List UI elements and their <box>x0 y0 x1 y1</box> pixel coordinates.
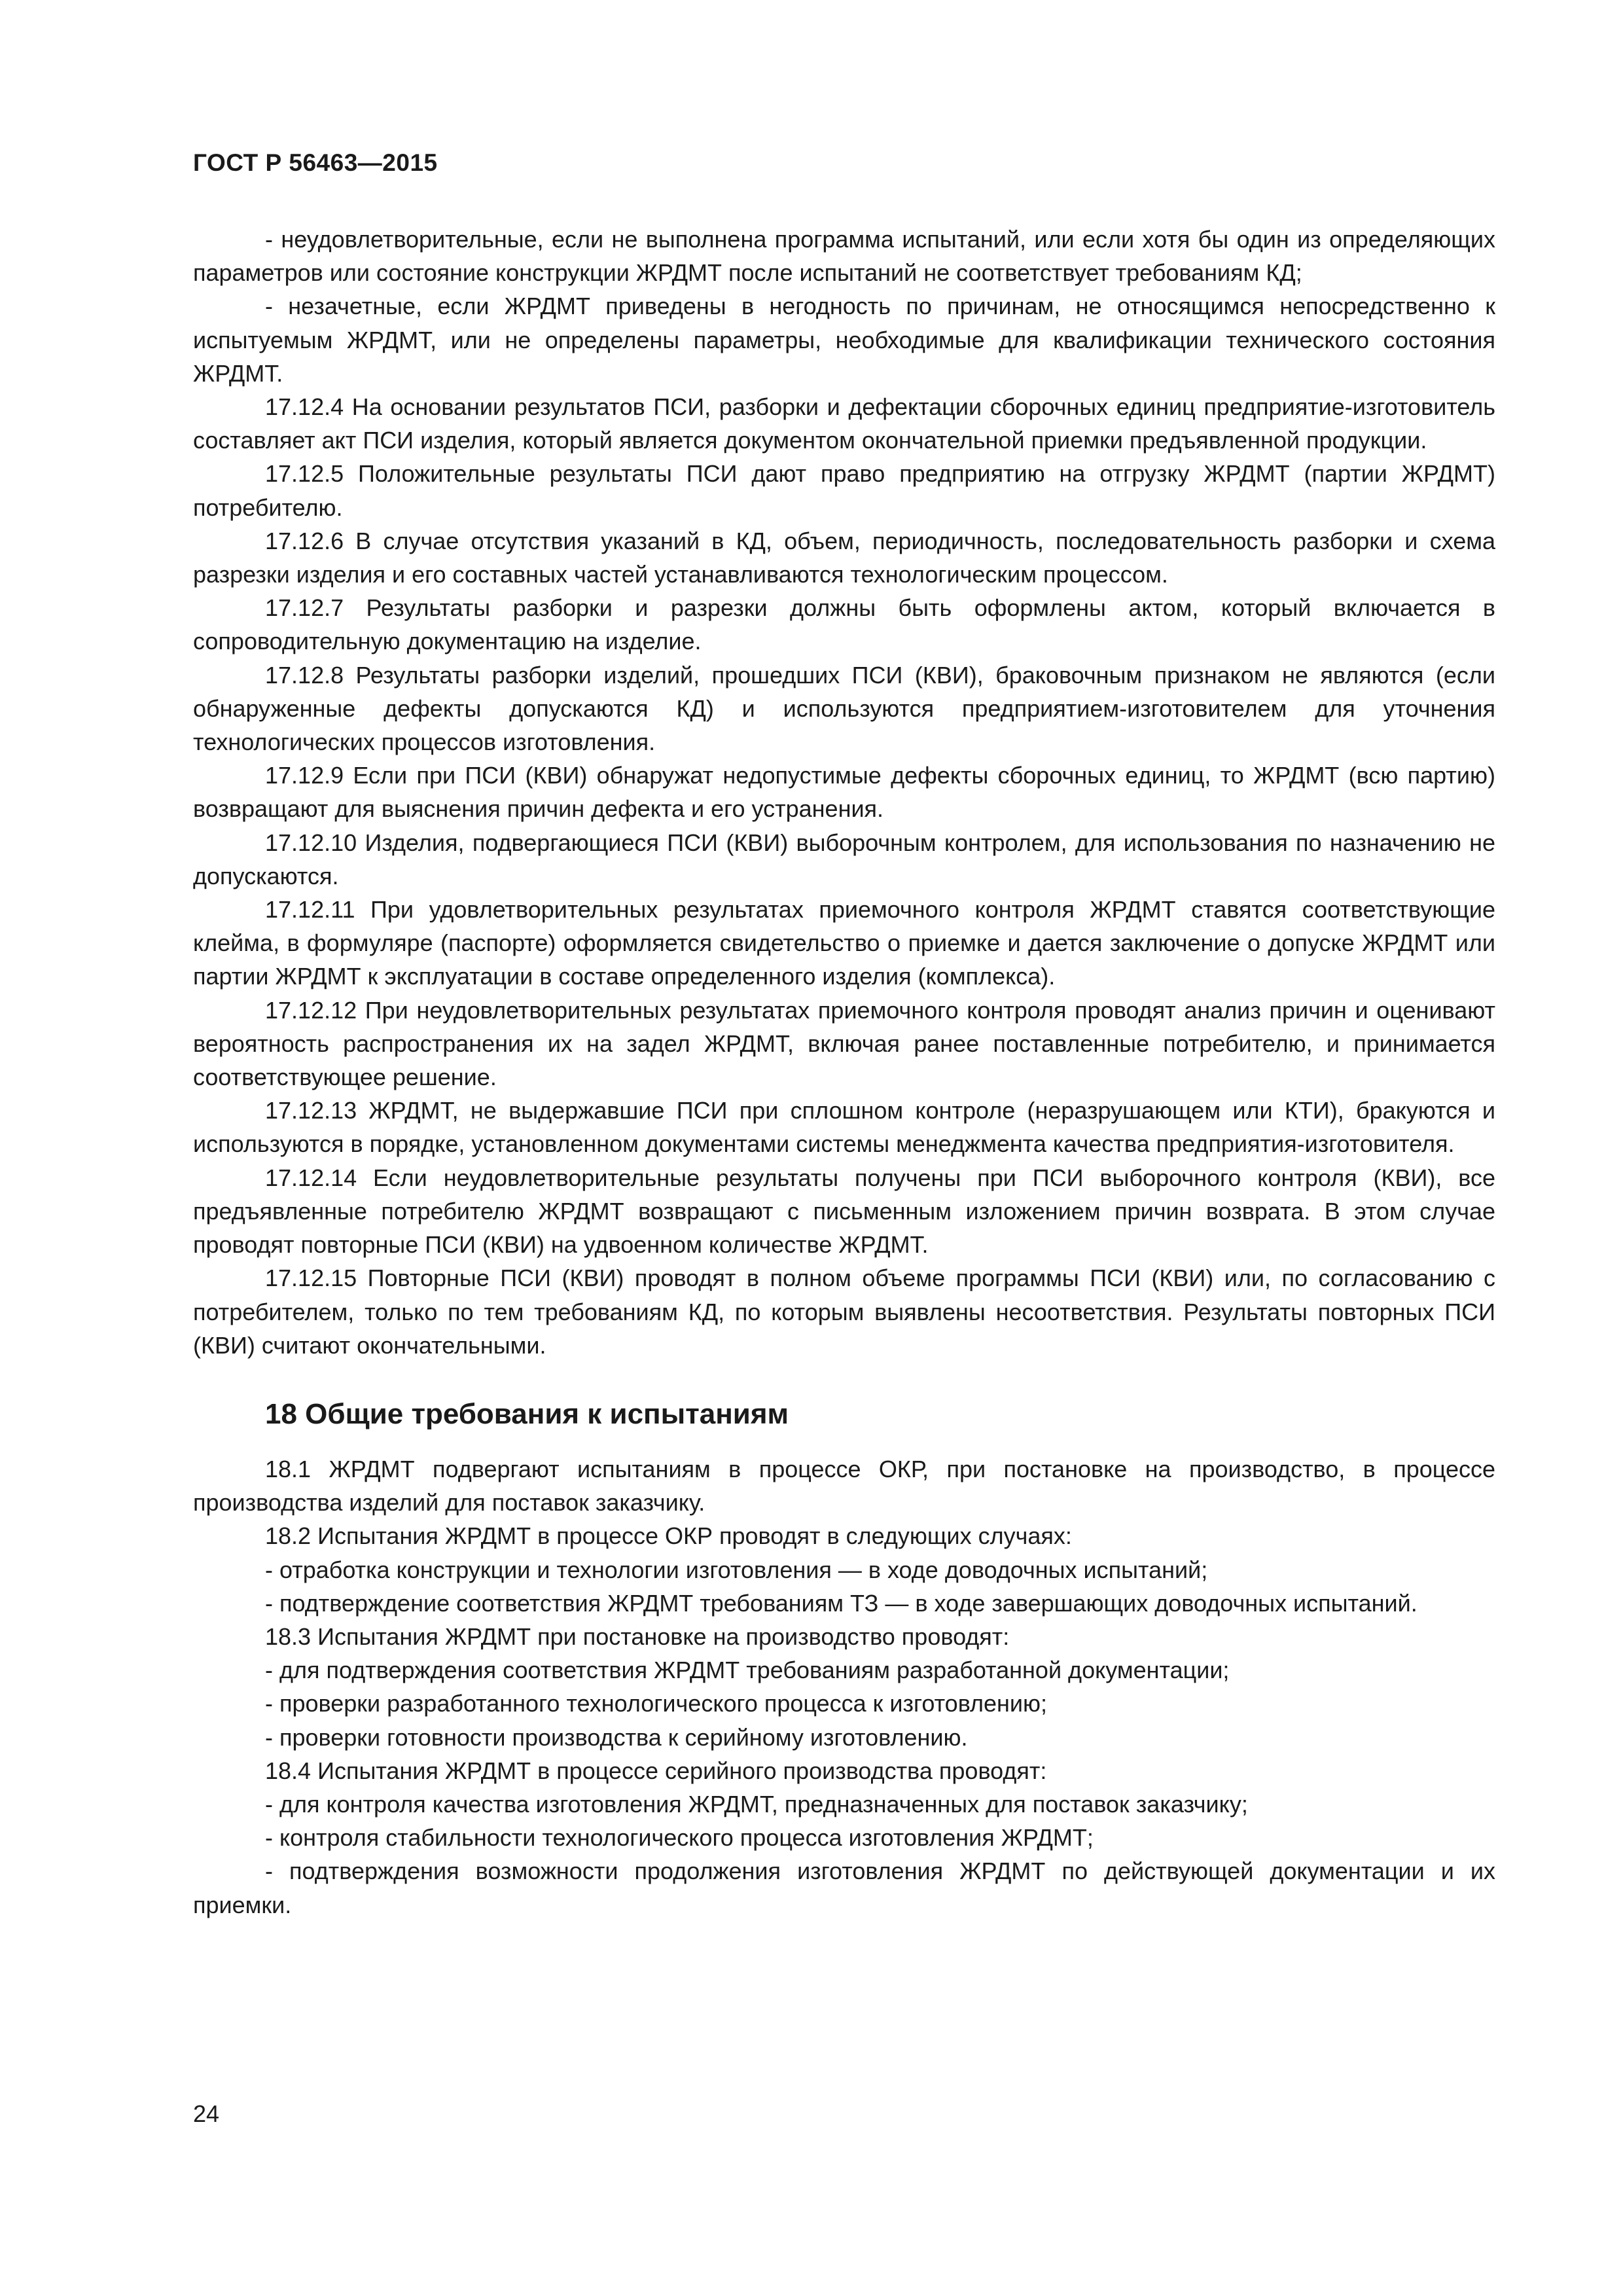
paragraph: 18.3 Испытания ЖРДМТ при постановке на производство проводят: <box>265 1623 1010 1650</box>
page-number: 24 <box>193 2100 220 2127</box>
paragraph: 17.12.12 При неудовлетворительных результатах приемочного контроля проводят анализ причин и оценивают вероятность распространения их на задел ЖРДМТ, включая ранее поставленные потребителю, и принимается соответствующее решение. <box>193 996 1495 1091</box>
paragraph: 17.12.14 Если неудовлетворительные результаты получены при ПСИ выборочного контроля (КВИ), все предъявленные потребителю ЖРДМТ возвращают с письменным изложением причин возврата. В этом случае проводят повторные ПСИ (КВИ) на удвоенном количестве ЖРДМТ. <box>193 1164 1495 1259</box>
paragraph: 17.12.15 Повторные ПСИ (КВИ) проводят в полном объеме программы ПСИ (КВИ) или, по согласованию с потребителем, только по тем требованиям КД, по которым выявлены несоответствия. Результаты повторных ПСИ (КВИ) считают окончательными. <box>193 1265 1495 1359</box>
paragraph: 17.12.4 На основании результатов ПСИ, разборки и дефектации сборочных единиц предприятие-изготовитель составляет акт ПСИ изделия, который является документом окончательной приемки предъявленной продукции. <box>193 393 1495 454</box>
paragraph: 17.12.10 Изделия, подвергающиеся ПСИ (КВИ) выборочным контролем, для использования по назначению не допускаются. <box>193 829 1495 889</box>
paragraph: - для контроля качества изготовления ЖРДМТ, предназначенных для поставок заказчику; <box>265 1790 1248 1818</box>
paragraph: 17.12.11 При удовлетворительных результатах приемочного контроля ЖРДМТ ставятся соответствующие клейма, в формуляре (паспорте) оформляется свидетельство о приемке и дается заключение о допуске ЖРДМТ или партии ЖРДМТ к эксплуатации в составе определенного изделия (комплекса). <box>193 896 1495 990</box>
section-heading: 18 Общие требования к испытаниям <box>265 1397 789 1430</box>
paragraph: - отработка конструкции и технологии изготовления — в ходе доводочных испытаний; <box>265 1556 1208 1583</box>
paragraph: - проверки готовности производства к серийному изготовлению. <box>265 1723 968 1751</box>
paragraph: 17.12.8 Результаты разборки изделий, прошедших ПСИ (КВИ), браковочным признаком не являются (если обнаруженные дефекты допускаются КД) и используются предприятием-изготовителем для уточнения технологических процессов изготовления. <box>193 661 1495 756</box>
paragraph: 18.2 Испытания ЖРДМТ в процессе ОКР проводят в следующих случаях: <box>265 1522 1072 1550</box>
paragraph: 18.4 Испытания ЖРДМТ в процессе серийного производства проводят: <box>265 1757 1047 1784</box>
paragraph: - подтверждение соответствия ЖРДМТ требованиям ТЗ — в ходе завершающих доводочных испытаний. <box>265 1589 1418 1617</box>
paragraph: - для подтверждения соответствия ЖРДМТ требованиям разработанной документации; <box>265 1657 1230 1684</box>
paragraph: - контроля стабильности технологического процесса изготовления ЖРДМТ; <box>265 1824 1094 1852</box>
paragraph: - подтверждения возможности продолжения изготовления ЖРДМТ по действующей документации и их приемки. <box>193 1857 1495 1918</box>
paragraph: 17.12.6 В случае отсутствия указаний в КД, объем, периодичность, последовательность разборки и схема разрезки изделия и его составных частей устанавливаются технологическим процессом. <box>193 527 1495 588</box>
paragraph: 17.12.9 Если при ПСИ (КВИ) обнаружат недопустимые дефекты сборочных единиц, то ЖРДМТ (всю партию) возвращают для выяснения причин дефекта и его устранения. <box>193 762 1495 823</box>
document-body <box>193 223 1495 1922</box>
paragraph: - неудовлетворительные, если не выполнена программа испытаний, или если хотя бы один из определяющих параметров или состояние конструкции ЖРДМТ после испытаний не соответствует требованиям КД; <box>193 226 1495 287</box>
paragraph: - проверки разработанного технологического процесса к изготовлению; <box>265 1690 1048 1717</box>
paragraph: 17.12.13 ЖРДМТ, не выдержавшие ПСИ при сплошном контроле (неразрушающем или КТИ), бракуются и используются в порядке, установленном документами системы менеджмента качества предприятия-изготовителя. <box>193 1097 1495 1158</box>
paragraph: 18.1 ЖРДМТ подвергают испытаниям в процессе ОКР, при постановке на производство, в процессе производства изделий для поставок заказчику. <box>193 1455 1495 1516</box>
standard-header: ГОСТ Р 56463—2015 <box>193 149 438 176</box>
paragraph: 17.12.7 Результаты разборки и разрезки должны быть оформлены актом, который включается в сопроводительную документацию на изделие. <box>193 594 1495 655</box>
paragraph: 17.12.5 Положительные результаты ПСИ дают право предприятию на отгрузку ЖРДМТ (партии ЖРДМТ) потребителю. <box>193 460 1495 521</box>
paragraph: - незачетные, если ЖРДМТ приведены в негодность по причинам, не относящимся непосредственно к испытуемым ЖРДМТ, или не определены параметры, необходимые для квалификации технического состояния ЖРДМТ. <box>193 293 1495 387</box>
